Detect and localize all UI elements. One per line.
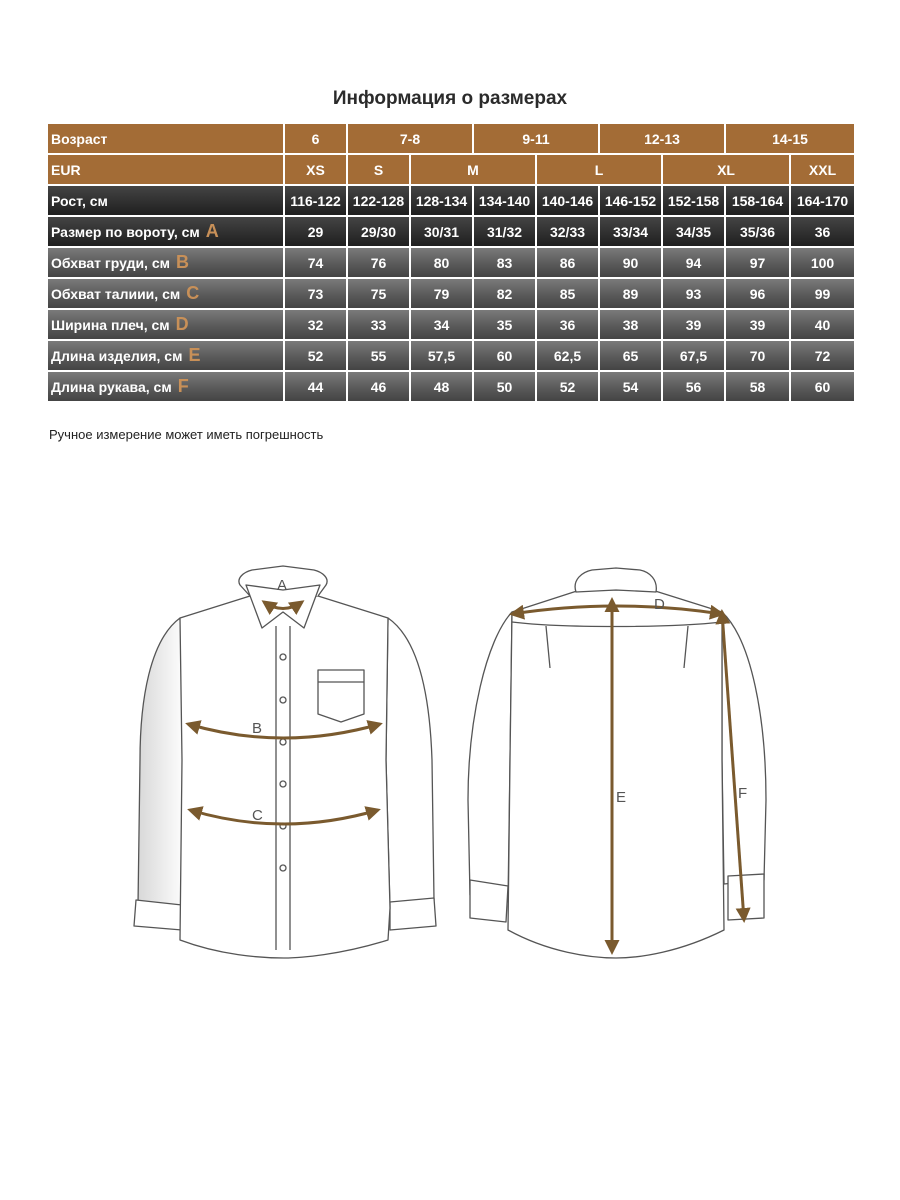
table-cell: 56 — [662, 371, 725, 402]
label-b: B — [252, 720, 263, 737]
table-cell: 100 — [790, 247, 855, 278]
table-cell: 36 — [536, 309, 599, 340]
label-e: E — [616, 789, 627, 806]
height-cell: 146-152 — [599, 185, 662, 216]
measurement-note: Ручное измерение может иметь погрешность — [49, 427, 324, 442]
eur-cell: XXL — [790, 154, 855, 185]
row-label-text: Длина изделия, см — [51, 348, 183, 364]
table-cell: 50 — [473, 371, 536, 402]
label-c: C — [252, 807, 263, 824]
waist-row — [47, 278, 855, 309]
table-cell: 99 — [790, 278, 855, 309]
waist-label — [47, 278, 284, 309]
eur-cell: XS — [284, 154, 347, 185]
row-label-text: Обхват груди, см — [51, 255, 170, 271]
table-cell: 80 — [410, 247, 473, 278]
table-cell: 32/33 — [536, 216, 599, 247]
age-cell: 14-15 — [725, 123, 855, 154]
row-label-text: Длина рукава, см — [51, 379, 172, 395]
table-cell: 58 — [725, 371, 790, 402]
table-cell: 35 — [473, 309, 536, 340]
table-cell: 55 — [347, 340, 410, 371]
table-cell: 29/30 — [347, 216, 410, 247]
table-cell: 52 — [284, 340, 347, 371]
sleeve-row — [47, 371, 855, 402]
eur-cell: M — [410, 154, 536, 185]
sleeve-label — [47, 371, 284, 402]
size-chart-table — [46, 122, 856, 403]
table-cell: 73 — [284, 278, 347, 309]
table-cell: 65 — [599, 340, 662, 371]
table-cell: 52 — [536, 371, 599, 402]
table-cell: 36 — [790, 216, 855, 247]
height-cell: 116-122 — [284, 185, 347, 216]
table-cell: 39 — [725, 309, 790, 340]
label-f: F — [738, 785, 748, 802]
eur-label: EUR — [47, 154, 284, 185]
table-cell: 67,5 — [662, 340, 725, 371]
table-cell: 83 — [473, 247, 536, 278]
label-d: D — [654, 596, 665, 613]
table-cell: 62,5 — [536, 340, 599, 371]
table-cell: 60 — [790, 371, 855, 402]
front-shirt-sketch — [134, 566, 436, 958]
row-letter: F — [177, 376, 189, 396]
table-cell: 39 — [662, 309, 725, 340]
height-cell: 152-158 — [662, 185, 725, 216]
eur-cell: L — [536, 154, 662, 185]
row-letter: D — [175, 314, 189, 334]
length-label — [47, 340, 284, 371]
label-a: A — [277, 577, 288, 594]
table-cell: 86 — [536, 247, 599, 278]
row-letter: A — [205, 221, 219, 241]
shoulder-label — [47, 309, 284, 340]
table-cell: 76 — [347, 247, 410, 278]
age-cell: 12-13 — [599, 123, 725, 154]
table-cell: 90 — [599, 247, 662, 278]
table-cell: 74 — [284, 247, 347, 278]
table-cell: 89 — [599, 278, 662, 309]
row-letter: C — [186, 283, 200, 303]
height-cell: 128-134 — [410, 185, 473, 216]
table-cell: 33 — [347, 309, 410, 340]
age-label: Возраст — [47, 123, 284, 154]
height-cell: 140-146 — [536, 185, 599, 216]
age-cell: 7-8 — [347, 123, 473, 154]
table-cell: 97 — [725, 247, 790, 278]
table-cell: 93 — [662, 278, 725, 309]
length-row — [47, 340, 855, 371]
eur-cell: S — [347, 154, 410, 185]
row-letter: B — [175, 252, 189, 272]
table-cell: 46 — [347, 371, 410, 402]
chest-label — [47, 247, 284, 278]
table-cell: 33/34 — [599, 216, 662, 247]
table-cell: 30/31 — [410, 216, 473, 247]
chest-row — [47, 247, 855, 278]
table-cell: 48 — [410, 371, 473, 402]
table-cell: 54 — [599, 371, 662, 402]
table-cell: 94 — [662, 247, 725, 278]
table-cell: 29 — [284, 216, 347, 247]
table-cell: 31/32 — [473, 216, 536, 247]
age-cell: 9-11 — [473, 123, 599, 154]
table-cell: 70 — [725, 340, 790, 371]
eur-row — [47, 154, 855, 185]
table-cell: 34 — [410, 309, 473, 340]
height-cell: 158-164 — [725, 185, 790, 216]
page-title: Информация о размерах — [332, 88, 568, 109]
height-cell: 134-140 — [473, 185, 536, 216]
row-label-text: Обхват талиии, см — [51, 286, 181, 302]
collar-label — [47, 216, 284, 247]
back-shirt-sketch — [468, 568, 766, 958]
table-cell: 60 — [473, 340, 536, 371]
age-row — [47, 123, 855, 154]
row-label-text: Ширина плеч, см — [51, 317, 170, 333]
height-cell: 122-128 — [347, 185, 410, 216]
row-label-text: Размер по вороту, см — [51, 224, 200, 240]
table-cell: 79 — [410, 278, 473, 309]
row-letter: E — [188, 345, 201, 365]
table-cell: 82 — [473, 278, 536, 309]
collar-row — [47, 216, 855, 247]
table-cell: 85 — [536, 278, 599, 309]
table-cell: 35/36 — [725, 216, 790, 247]
table-cell: 32 — [284, 309, 347, 340]
eur-cell: XL — [662, 154, 790, 185]
table-cell: 40 — [790, 309, 855, 340]
height-cell: 164-170 — [790, 185, 855, 216]
height-label: Рост, см — [47, 185, 284, 216]
age-cell: 6 — [284, 123, 347, 154]
table-cell: 72 — [790, 340, 855, 371]
table-cell: 75 — [347, 278, 410, 309]
shoulder-row — [47, 309, 855, 340]
table-cell: 44 — [284, 371, 347, 402]
table-cell: 57,5 — [410, 340, 473, 371]
height-row — [47, 185, 855, 216]
table-cell: 96 — [725, 278, 790, 309]
table-cell: 38 — [599, 309, 662, 340]
table-cell: 34/35 — [662, 216, 725, 247]
shirt-measurement-diagram — [0, 540, 900, 1180]
